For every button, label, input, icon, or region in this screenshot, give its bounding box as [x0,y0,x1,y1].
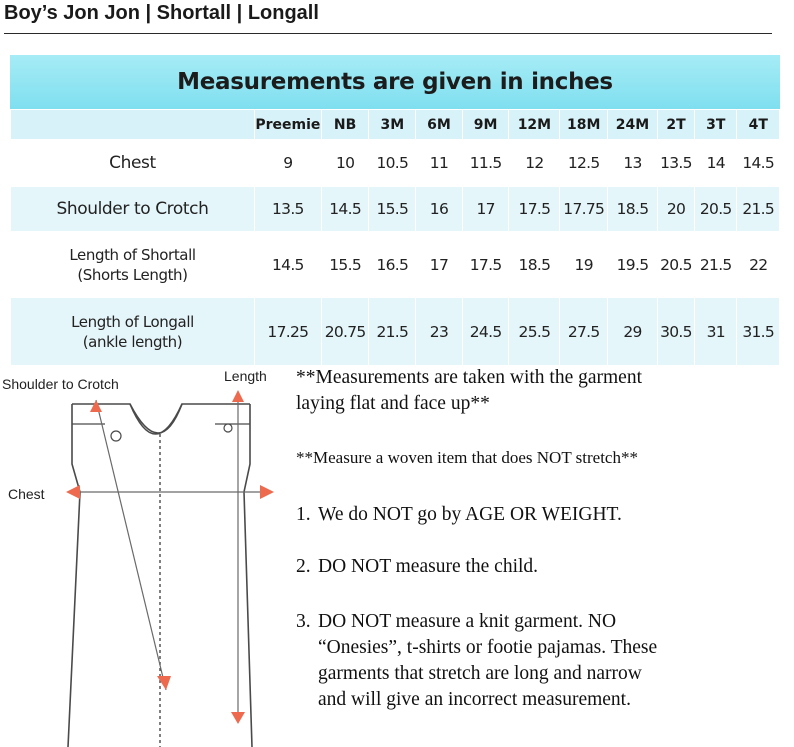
table-cell: 21.5 [369,298,416,366]
table-cell: 19 [560,232,608,298]
table-cell: 13.5 [657,140,694,187]
table-cell: 31 [695,298,737,366]
size-header-cell: Preemie [254,110,321,140]
diagram-label-chest: Chest [8,486,45,502]
size-header-cell: 3M [369,110,416,140]
size-header-cell: 18M [560,110,608,140]
list-number: 3. [296,611,311,632]
table-cell: 10.5 [369,140,416,187]
size-header-cell: 4T [737,110,780,140]
table-cell: 13 [608,140,658,187]
table-cell: 17.75 [560,187,608,232]
table-cell: 10 [321,140,369,187]
table-cell: 23 [416,298,463,366]
list-item: DO NOT measure a knit garment. NO [318,611,617,632]
table-cell: 30.5 [657,298,694,366]
table-cell: 15.5 [321,232,369,298]
table-cell: 11.5 [462,140,509,187]
table-cell: 20.5 [695,187,737,232]
table-cell: 17.5 [509,187,560,232]
note-line: laying flat and face up** [296,393,490,414]
garment-outline [0,364,297,747]
table-row-chest [11,140,780,187]
table-cell: 17 [416,232,463,298]
table-cell: 31.5 [737,298,780,366]
list-item: DO NOT measure the child. [318,556,539,577]
size-header-cell: 3T [695,110,737,140]
table-cell: 22 [737,232,780,298]
size-header-cell: 9M [462,110,509,140]
table-cell: 17 [462,187,509,232]
size-header-cell: 24M [608,110,658,140]
diagram-label-length: Length [224,368,267,384]
table-cell: 12.5 [560,140,608,187]
garment-diagram [0,364,297,747]
table-cell: 27.5 [560,298,608,366]
row-label: Length of Longall (ankle length) [11,298,255,366]
table-cell: 14.5 [737,140,780,187]
table-cell: 18.5 [509,232,560,298]
row-label: Chest [11,140,255,187]
table-cell: 20.75 [321,298,369,366]
table-cell: 12 [509,140,560,187]
table-cell: 21.5 [695,232,737,298]
size-header-row [11,110,780,140]
size-header-blank [11,110,255,140]
table-row-longall [11,298,780,366]
table-cell: 29 [608,298,658,366]
table-row-shortall [11,232,780,298]
table-cell: 21.5 [737,187,780,232]
diagram-label-shoulder: Shoulder to Crotch [2,376,119,392]
list-number: 2. [296,556,311,577]
page-title: Boy’s Jon Jon | Shortall | Longall [4,2,319,24]
title-divider [4,33,772,34]
table-cell: 19.5 [608,232,658,298]
size-table [10,109,780,366]
row-label: Length of Shortall (Shorts Length) [11,232,255,298]
table-cell: 18.5 [608,187,658,232]
list-item: We do NOT go by AGE OR WEIGHT. [318,504,622,525]
table-cell: 11 [416,140,463,187]
list-number: 1. [296,504,311,525]
size-header-cell: NB [321,110,369,140]
table-cell: 17.25 [254,298,321,366]
chart-heading: Measurements are given in inches [177,69,613,95]
table-cell: 14.5 [254,232,321,298]
table-cell: 16.5 [369,232,416,298]
table-cell: 14.5 [321,187,369,232]
table-cell: 13.5 [254,187,321,232]
row-label: Shoulder to Crotch [11,187,255,232]
list-item: “Onesies”, t-shirts or footie pajamas. These [318,637,658,658]
table-row-shoulder [11,187,780,232]
size-chart [10,55,780,364]
table-cell: 15.5 [369,187,416,232]
size-header-cell: 6M [416,110,463,140]
table-cell: 14 [695,140,737,187]
table-cell: 16 [416,187,463,232]
list-item: garments that stretch are long and narrow [318,663,642,684]
table-cell: 9 [254,140,321,187]
table-cell: 17.5 [462,232,509,298]
table-cell: 20 [657,187,694,232]
note-line: **Measurements are taken with the garment [296,367,643,388]
list-item: and will give an incorrect measurement. [318,689,631,710]
note-line: **Measure a woven item that does NOT stretch** [296,448,638,467]
size-header-cell: 12M [509,110,560,140]
table-cell: 25.5 [509,298,560,366]
size-header-cell: 2T [657,110,694,140]
table-cell: 20.5 [657,232,694,298]
table-cell: 24.5 [462,298,509,366]
